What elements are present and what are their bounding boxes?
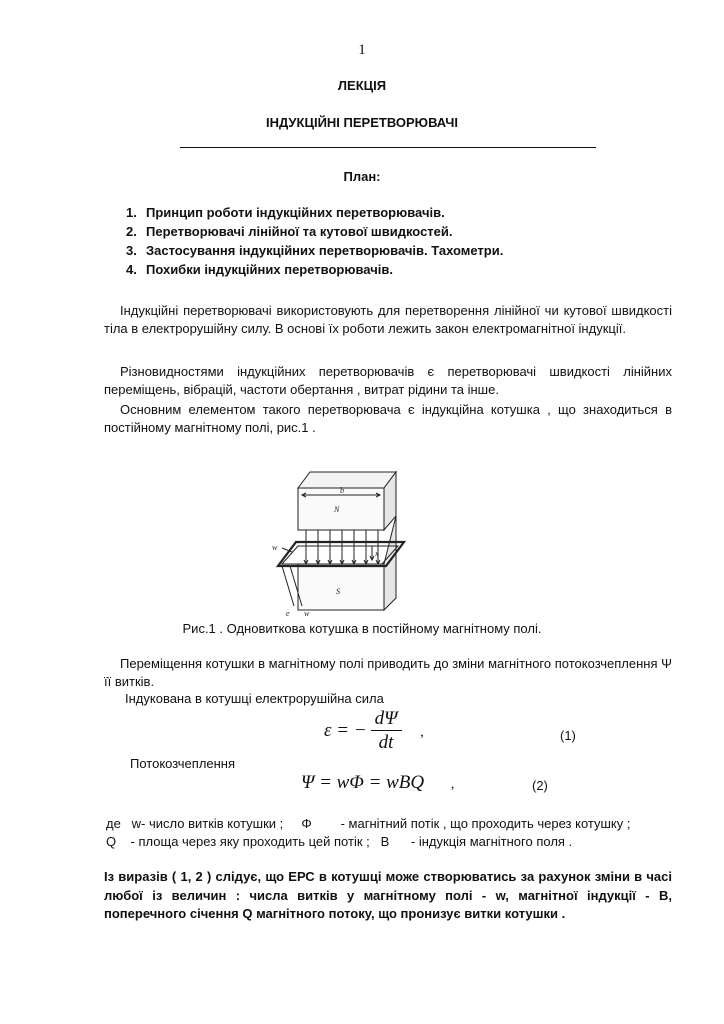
plan-list [126, 203, 503, 279]
conclusion-paragraph: Із виразів ( 1, 2 ) слідує, що ЕРС в котушці може створюватись за рахунок зміни в часі любої із величин : числа витків у магнітному полі - w, магнітної індукції - В, поперечного січення Q магнітного потоку, що пронизує витки котушки . [104, 869, 672, 921]
definitions-line-1: де w- число витків котушки ; Φ - магнітний потік , що проходить через котушку ; [106, 816, 631, 831]
velocity-label: x [375, 549, 379, 558]
plan-item: 4. Похибки індукційних перетворювачів. [126, 262, 393, 277]
equation-number-1: (1) [560, 728, 576, 743]
document-subtitle: ІНДУКЦІЙНІ ПЕРЕТВОРЮВАЧІ [266, 115, 458, 130]
page-number: 1 [358, 42, 366, 58]
dim-b-label: b [340, 486, 344, 495]
document-title: ЛЕКЦІЯ [337, 78, 387, 93]
coil-figure [268, 468, 418, 620]
pole-n-label: N [334, 505, 340, 514]
plan-item: 3. Застосування індукційних перетворювачів. Тахометри. [126, 243, 504, 258]
paragraph-intro: Індукційні перетворювачі використовують для перетворення лінійної чи кутової швидкості тіла в електрорушійну силу. В основі їх роботи лежить закон електромагнітної індукції. [104, 303, 672, 336]
paragraph-emf-intro: Індукована в котушці електрорушійна сила [125, 691, 384, 706]
plan-item: 2. Перетворювачі лінійної та кутової швидкостей. [126, 224, 453, 239]
pole-s-label: S [336, 587, 340, 596]
formula-2: Ψ = wΦ = wBQ , [301, 772, 455, 793]
paragraph-element: Основним елементом такого перетворювача є індукційна котушка , що знаходиться в постійному магнітному полі, рис.1 . [104, 402, 672, 435]
paragraph-flux-linkage: Потокозчеплення [130, 756, 236, 771]
turns-label: w [272, 543, 278, 552]
formula-1: ε = − $\frac{d\Psi}{dt}$ , [324, 708, 424, 753]
figure-caption: Рис.1 . Одновиткова котушка в постійному магнітному полі. [182, 621, 542, 636]
equation-number-2: (2) [532, 778, 548, 793]
plan-heading: План: [343, 169, 381, 184]
paragraph-motion: Переміщення котушки в магнітному полі приводить до зміни магнітного потокозчеплення Ψ її витків. [104, 656, 672, 689]
plan-item: 1. Принцип роботи індукційних перетворювачів. [126, 205, 445, 220]
emf-label: e [286, 609, 290, 618]
title-divider [180, 147, 596, 148]
lead-w-label: w [304, 609, 310, 618]
definitions-line-2: Q - площа через яку проходить цей потік ; В - індукція магнітного поля . [106, 834, 573, 849]
paragraph-varieties: Різновидностями індукційних перетворювачів є перетворювачі швидкості лінійних переміщень, вібрацій, частоти обертання , витрат рідини та інше. [104, 364, 672, 397]
